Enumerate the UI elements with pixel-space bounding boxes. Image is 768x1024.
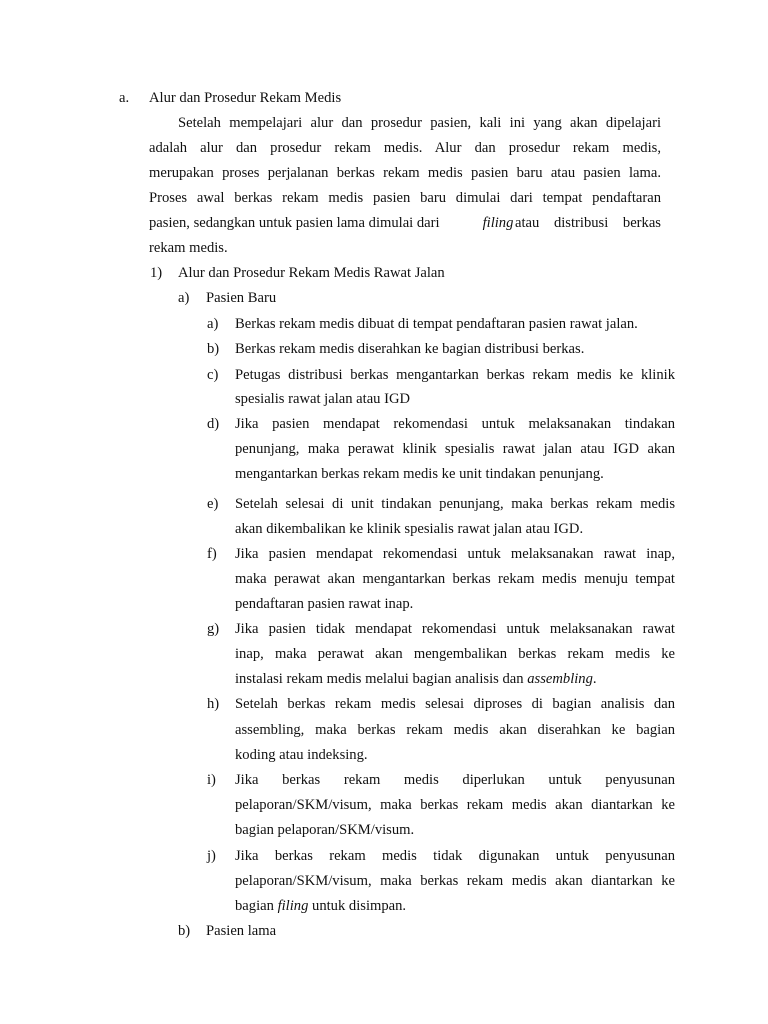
intro-line	[149, 214, 661, 232]
subsubsection-title: Pasien Baru	[206, 290, 277, 306]
intro-line: Proses awal berkas rekam medis pasien baru dimulai dari tempat pendaftaran	[149, 190, 661, 206]
list-marker: h)	[207, 696, 220, 712]
section-title: Alur dan Prosedur Rekam Medis	[149, 90, 342, 106]
list-item-line: Jika berkas rekam medis tidak digunakan untuk penyusunan	[235, 848, 675, 864]
list-item-line: Jika pasien mendapat rekomendasi untuk melaksanakan tindakan	[235, 416, 675, 432]
assembling-term: assembling	[527, 671, 593, 687]
list-item-text: bagian	[235, 898, 274, 914]
intro-line: adalah alur dan prosedur rekam medis. Alur dan prosedur rekam medis,	[149, 140, 661, 156]
subsection-title: Alur dan Prosedur Rekam Medis Rawat Jalan	[178, 265, 445, 281]
list-item-line: koding atau indeksing.	[235, 747, 368, 763]
intro-line-part	[149, 214, 481, 232]
filing-term: filing	[482, 215, 514, 231]
list-item-line: spesialis rawat jalan atau IGD	[235, 391, 411, 407]
list-item-line	[235, 670, 597, 688]
list-item-line: pelaporan/SKM/visum, maka berkas rekam medis akan diantarkan ke	[235, 873, 675, 889]
list-item-line: maka perawat akan mengantarkan berkas rekam medis menuju tempat	[235, 571, 675, 587]
intro-text: pasien, sedangkan untuk pasien lama dimulai dari	[149, 215, 440, 231]
list-item-line	[235, 897, 406, 915]
list-item-line: Jika pasien tidak mendapat rekomendasi untuk melaksanakan rawat	[235, 621, 675, 637]
list-item-text: instalasi rekam medis melalui bagian analisis dan	[235, 671, 524, 687]
list-marker: c)	[207, 367, 219, 383]
list-marker: i)	[207, 772, 216, 788]
list-marker: b)	[207, 341, 220, 357]
intro-line: rekam medis.	[149, 240, 228, 256]
list-marker: e)	[207, 496, 219, 512]
list-item-line: mengantarkan berkas rekam medis ke unit tindakan penunjang.	[235, 466, 604, 482]
list-marker: d)	[207, 416, 220, 432]
list-item-line: inap, maka perawat akan mengembalikan berkas rekam medis ke	[235, 646, 675, 662]
intro-line: merupakan proses perjalanan berkas rekam medis pasien baru atau pasien lama.	[149, 165, 661, 181]
list-item-line: pelaporan/SKM/visum, maka berkas rekam medis akan diantarkan ke	[235, 797, 675, 813]
list-marker: a)	[207, 316, 219, 332]
list-item-line: akan dikembalikan ke klinik spesialis rawat jalan atau IGD.	[235, 521, 584, 537]
list-item-line: Setelah selesai di unit tindakan penunjang, maka berkas rekam medis	[235, 496, 675, 512]
subsubsection-marker: a)	[178, 290, 190, 306]
list-item-line: Berkas rekam medis dibuat di tempat pendaftaran pasien rawat jalan.	[235, 316, 638, 332]
subsection-marker: 1)	[150, 265, 163, 281]
subsubsection-marker: b)	[178, 923, 191, 939]
list-item-text: .	[592, 671, 597, 687]
list-item-line: Setelah berkas rekam medis selesai diproses di bagian analisis dan	[235, 696, 675, 712]
list-item-line: Jika berkas rekam medis diperlukan untuk penyusunan	[235, 772, 675, 788]
list-item-line: assembling, maka berkas rekam medis akan diserahkan ke bagian	[235, 722, 675, 738]
list-item-line: Berkas rekam medis diserahkan ke bagian distribusi berkas.	[235, 341, 585, 357]
intro-text: atau distribusi berkas	[515, 215, 661, 231]
list-marker: g)	[207, 621, 220, 637]
list-item-line: pendaftaran pasien rawat inap.	[235, 596, 414, 612]
subsubsection-title: Pasien lama	[206, 923, 277, 939]
list-marker: f)	[207, 546, 217, 562]
list-item-line: Petugas distribusi berkas mengantarkan berkas rekam medis ke klinik	[235, 367, 675, 383]
filing-term: filing	[277, 898, 309, 914]
intro-line: Setelah mempelajari alur dan prosedur pasien, kali ini yang akan dipelajari	[178, 115, 661, 131]
section-marker: a.	[119, 90, 130, 106]
list-item-line: bagian pelaporan/SKM/visum.	[235, 822, 415, 838]
list-item-text: untuk disimpan.	[312, 898, 407, 914]
list-item-line: penunjang, maka perawat klinik spesialis rawat jalan atau IGD akan	[235, 441, 675, 457]
list-marker: j)	[207, 848, 216, 864]
list-item-line: Jika pasien mendapat rekomendasi untuk melaksanakan rawat inap,	[235, 546, 675, 562]
